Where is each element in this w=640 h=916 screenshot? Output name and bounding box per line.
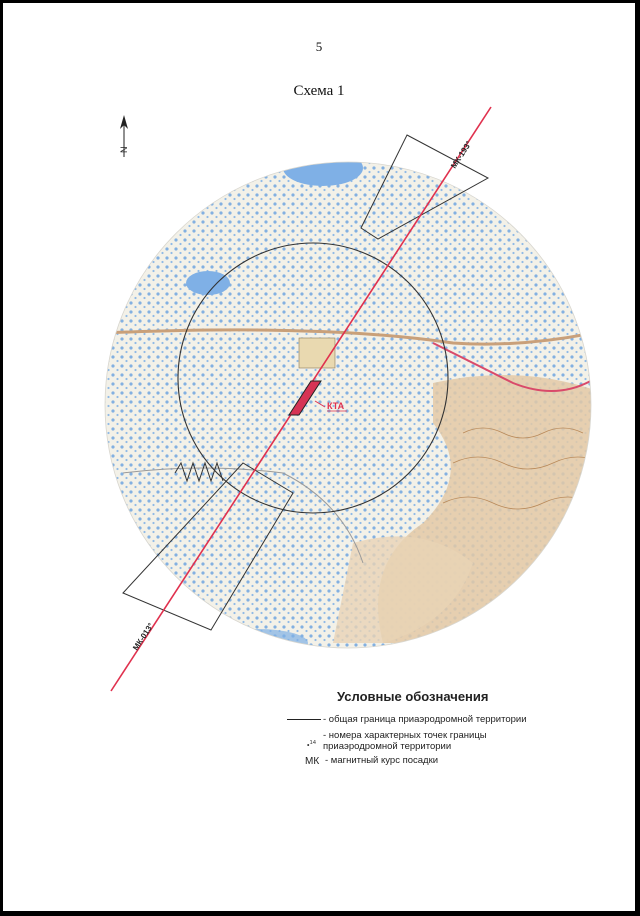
legend-boundary-line-symbol <box>287 719 321 720</box>
north-arrow-icon <box>119 115 129 157</box>
legend-item-course: - магнитный курс посадки <box>325 755 439 766</box>
svg-text:N: N <box>119 146 129 153</box>
course-label-top: МК-193° <box>449 139 474 171</box>
legend-mk-symbol: МК <box>305 756 320 767</box>
lake <box>208 629 308 657</box>
hills-area-2 <box>333 536 473 643</box>
schema-title: Схема 1 <box>293 83 345 99</box>
course-label-bottom: МК-013° <box>131 621 156 653</box>
settlement <box>299 338 335 368</box>
legend-point-symbol: •$^{14}$ <box>307 740 316 750</box>
map-disc <box>103 141 603 657</box>
legend-item-points: - номера характерных точек границы приаэродромной территории <box>323 730 487 752</box>
legend-title: Условные обозначения <box>337 689 489 704</box>
aerodrome-map <box>3 3 635 911</box>
legend-item-boundary: - общая граница приаэродромной территории <box>323 714 527 725</box>
lake <box>395 141 451 165</box>
lake <box>186 271 230 295</box>
legend-point-number: 14 <box>309 740 316 746</box>
page-number: 5 <box>315 39 323 54</box>
document-page <box>3 3 635 911</box>
map-svg <box>3 3 635 911</box>
airport-label: КТА <box>327 401 345 411</box>
